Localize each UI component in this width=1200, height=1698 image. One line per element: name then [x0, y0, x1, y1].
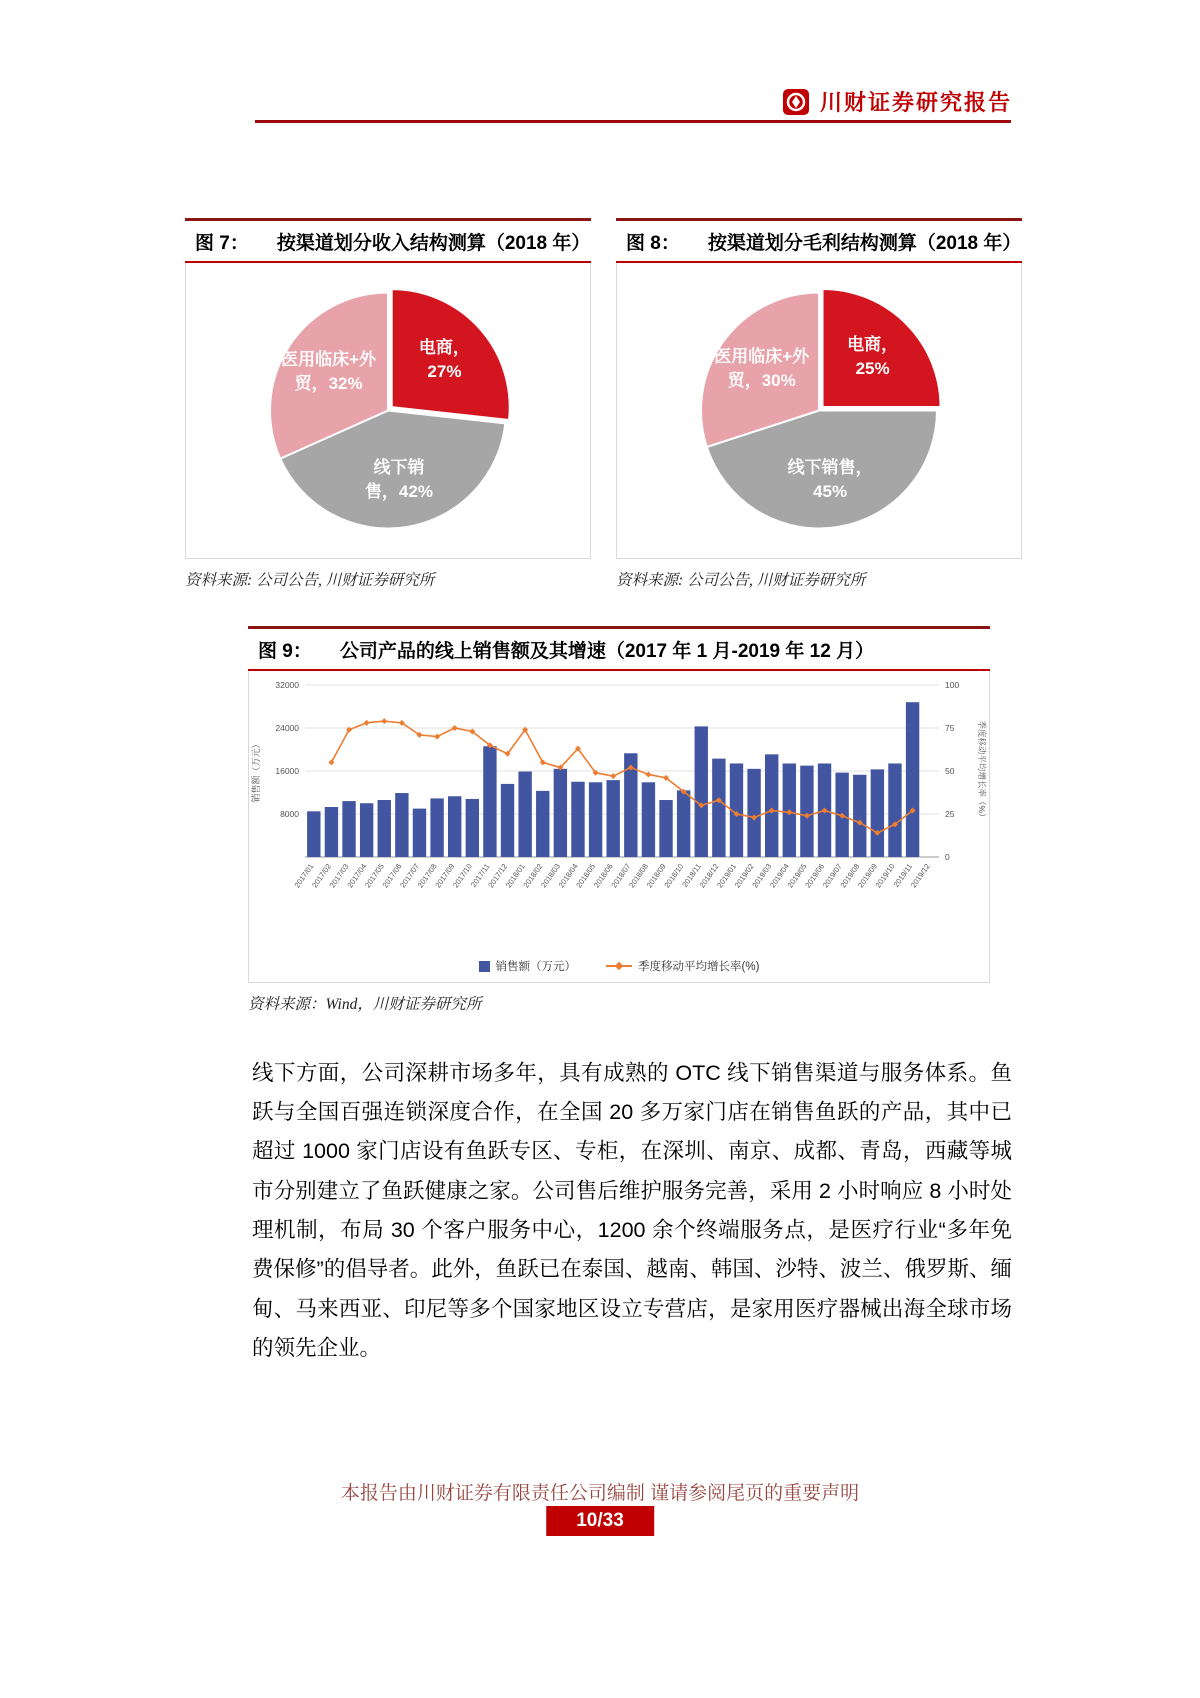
- figure-7-heading: 按渠道划分收入结构测算（2018 年）: [276, 233, 591, 254]
- legend-line-swatch: [606, 965, 632, 967]
- legend-bar-swatch: [479, 961, 490, 972]
- figure-8-heading: 按渠道划分毛利结构测算（2018 年）: [707, 233, 1022, 254]
- svg-text:2018/01: 2018/01: [503, 861, 527, 890]
- figure-7-source: 资料来源: 公司公告, 川财证券研究所: [185, 572, 435, 589]
- svg-text:2018/09: 2018/09: [644, 861, 668, 890]
- svg-text:25: 25: [945, 809, 955, 819]
- body-paragraph: 线下方面，公司深耕市场多年，具有成熟的 OTC 线下销售渠道与服务体系。鱼跃与全国百强连锁深度合作，在全国 20 多万家门店在销售鱼跃的产品，其中已超过 1000 家门店设有鱼跃专区、专柜，在深圳、南京、成都、青岛，西藏等城市分别建立了鱼跃健康之家。公司售后维护服务完善，采用 2 小时响应 8 小时处理机制，布局 30 个客户服务中心，1200 余个终端服务点，是医疗行业“多年免费保修”的倡导者。此外，鱼跃已在泰国、越南、韩国、沙特、波兰、俄罗斯、缅甸、马来西亚、印尼等多个国家地区设立专营店，是家用医疗器械出海全球市场的领先企业。: [252, 1060, 1012, 1360]
- figure-8-label: 图 8：: [626, 233, 680, 254]
- svg-text:2018/05: 2018/05: [574, 861, 598, 890]
- svg-text:2019/08: 2019/08: [838, 861, 862, 890]
- legend-line-label: 季度移动平均增长率(%): [638, 961, 760, 973]
- svg-text:50: 50: [945, 766, 955, 776]
- figure-7: [185, 218, 591, 590]
- svg-text:2019/03: 2019/03: [750, 861, 774, 890]
- svg-text:2018/06: 2018/06: [591, 861, 615, 890]
- figure-7-title: [185, 218, 591, 263]
- brand-text: 川财证券研究报告: [819, 90, 1012, 115]
- header-brand: [782, 86, 1012, 117]
- svg-text:2019/01: 2019/01: [715, 861, 739, 890]
- figure-9-source: 资料来源：Wind，川财证券研究所: [248, 996, 482, 1013]
- legend-item-growth: [606, 958, 759, 974]
- svg-text:销售额（万元）: 销售额（万元）: [251, 739, 261, 803]
- svg-text:2018/10: 2018/10: [662, 861, 686, 890]
- legend-bar-label: 销售额（万元）: [495, 961, 577, 973]
- svg-text:100: 100: [945, 680, 960, 690]
- pie-slice-label: 线下销售， 45%: [787, 458, 873, 502]
- svg-text:2019/02: 2019/02: [732, 861, 756, 890]
- header-rule: [255, 120, 1011, 123]
- svg-text:2018/12: 2018/12: [697, 861, 721, 890]
- pie-slice: [392, 289, 510, 420]
- legend-item-sales: [479, 958, 577, 974]
- pie-slice-label: 线下销 售，42%: [364, 458, 433, 502]
- figure-7-pie-chart: [185, 263, 591, 559]
- svg-text:2019/09: 2019/09: [856, 861, 879, 890]
- svg-text:2018/04: 2018/04: [556, 861, 580, 890]
- svg-text:2017/04: 2017/04: [345, 861, 369, 890]
- svg-text:2017/06: 2017/06: [380, 861, 404, 890]
- chuancai-logo-icon: [782, 88, 810, 116]
- legend-diamond-icon: [615, 962, 623, 970]
- svg-text:2019/06: 2019/06: [803, 861, 827, 890]
- svg-text:2019/05: 2019/05: [785, 861, 809, 890]
- figure-9-label: 图 9：: [258, 641, 312, 662]
- pie-slice-label: 医用临床+外 贸，32%: [281, 350, 377, 393]
- svg-text:2018/08: 2018/08: [627, 861, 651, 890]
- svg-text:2017/09: 2017/09: [433, 861, 457, 890]
- svg-text:2018/11: 2018/11: [680, 861, 703, 889]
- pie-slice: [823, 289, 941, 407]
- svg-text:32000: 32000: [275, 680, 299, 690]
- pie-slice-label: 电商， 27%: [418, 338, 470, 381]
- svg-text:2017/02: 2017/02: [310, 861, 334, 890]
- pie-svg: [186, 263, 590, 558]
- footer-disclaimer: 本报告由川财证券有限责任公司编制 谨请参阅尾页的重要声明: [340, 1483, 860, 1504]
- figure-9-barline-chart: [248, 671, 990, 983]
- pie-svg: [617, 263, 1021, 558]
- pie-slice-label: 医用临床+外 贸，30%: [714, 347, 810, 390]
- svg-text:2019/11: 2019/11: [891, 861, 915, 889]
- figure-9-heading: 公司产品的线上销售额及其增速（2017 年 1 月-2019 年 12 月）: [339, 641, 875, 662]
- svg-text:2017/03: 2017/03: [327, 861, 351, 890]
- figure-8: [616, 218, 1022, 590]
- svg-text:2018/07: 2018/07: [609, 861, 633, 890]
- figure-8-source: 资料来源: 公司公告, 川财证券研究所: [616, 572, 866, 589]
- barline-svg: [249, 671, 989, 939]
- svg-text:75: 75: [945, 723, 955, 733]
- svg-text:季度移动平均增长率（%）: 季度移动平均增长率（%）: [977, 720, 987, 822]
- figure-7-label: 图 7：: [195, 233, 249, 254]
- svg-text:2018/03: 2018/03: [539, 861, 562, 890]
- svg-text:16000: 16000: [275, 766, 299, 776]
- svg-text:2017/10: 2017/10: [451, 861, 474, 890]
- figure-9: [248, 626, 990, 1014]
- svg-text:2019/07: 2019/07: [820, 861, 844, 890]
- svg-text:2019/12: 2019/12: [908, 861, 932, 890]
- svg-text:2017/08: 2017/08: [415, 861, 439, 890]
- svg-text:2017/12: 2017/12: [486, 861, 510, 890]
- svg-text:2019/04: 2019/04: [768, 861, 791, 890]
- svg-text:2018/02: 2018/02: [521, 861, 545, 890]
- svg-text:2017/01: 2017/01: [292, 861, 316, 890]
- svg-text:2017/11: 2017/11: [468, 861, 492, 889]
- svg-text:2017/05: 2017/05: [362, 861, 386, 890]
- figure-9-title: [248, 626, 990, 671]
- figure-8-pie-chart: [616, 263, 1022, 559]
- svg-text:0: 0: [945, 852, 950, 862]
- figure-8-title: [616, 218, 1022, 263]
- svg-text:2017/07: 2017/07: [398, 861, 422, 890]
- pie-slice-label: 电商， 25%: [847, 335, 899, 378]
- page-number-badge: 10/33: [546, 1506, 654, 1536]
- svg-text:2019/10: 2019/10: [873, 861, 897, 890]
- svg-text:24000: 24000: [275, 723, 299, 733]
- svg-text:8000: 8000: [280, 809, 299, 819]
- figure-9-legend: [249, 958, 989, 974]
